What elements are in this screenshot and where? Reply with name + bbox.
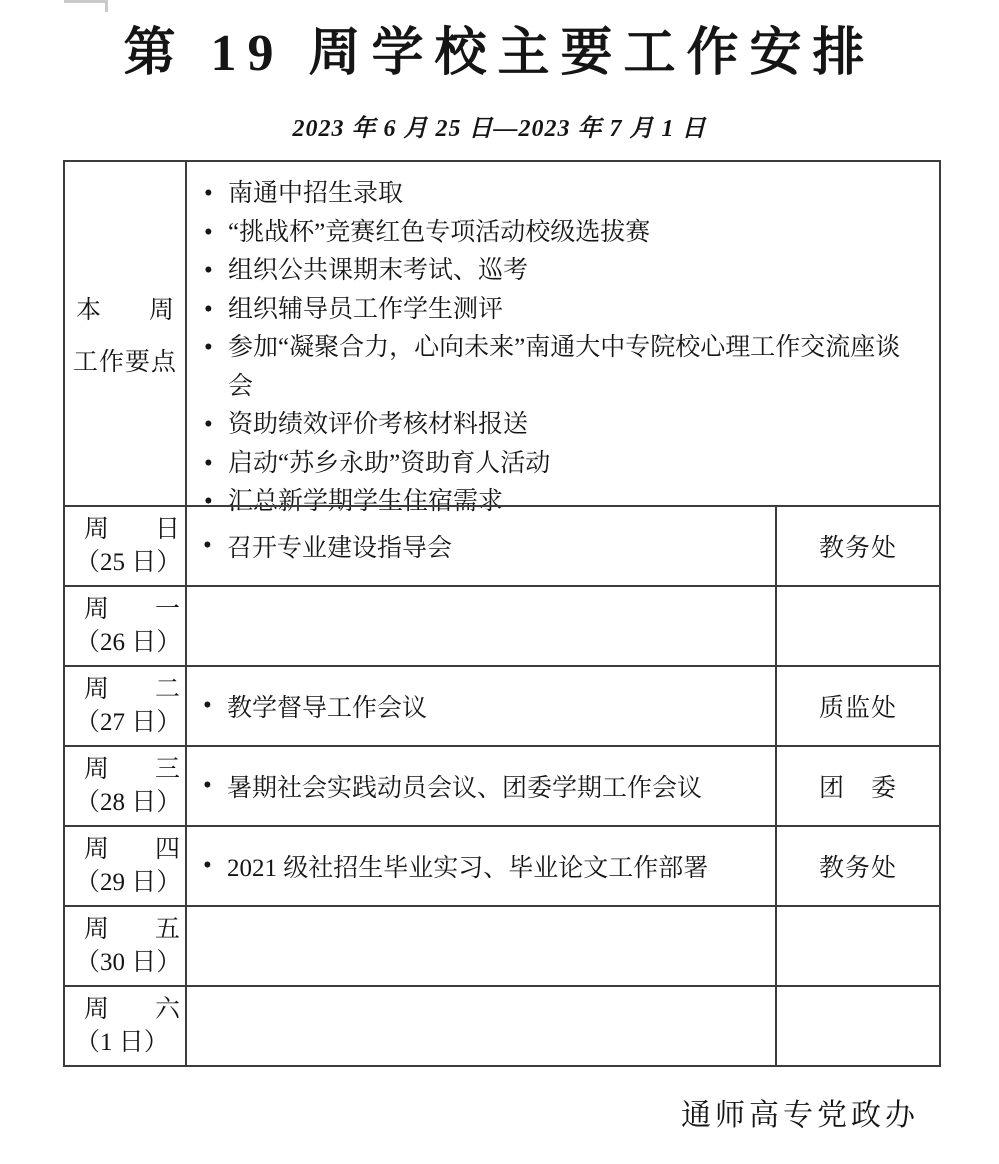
day-date: （26 日） [75, 629, 182, 656]
day-name-right: 四 [154, 836, 180, 863]
day-name [84, 993, 180, 1026]
day-department-cell [777, 747, 939, 825]
page-title: 第 19 周学校主要工作安排 [123, 25, 876, 82]
bullet-icon: • [203, 692, 212, 719]
table-row [65, 585, 939, 665]
day-task-cell [187, 667, 777, 745]
day-task-cell [187, 507, 777, 585]
department-text: 质监处 [818, 695, 897, 722]
day-department-cell [777, 587, 939, 665]
week-item-text: 汇总新学期学生住宿需求 [228, 488, 504, 515]
day-name-left: 周 [84, 756, 110, 783]
week-item-text: 组织辅导员工作学生测评 [228, 295, 504, 323]
week-item [204, 175, 903, 214]
table-row [65, 985, 939, 1065]
bullet-icon: • [204, 449, 213, 477]
bullet-icon: • [204, 411, 213, 438]
bullet-icon: • [204, 488, 213, 515]
day-name-left: 周 [84, 676, 110, 703]
bullet-icon: • [203, 772, 212, 799]
day-name-left: 周 [84, 516, 110, 543]
department-text: 团 委 [818, 775, 897, 802]
department-text: 教务处 [818, 855, 897, 882]
day-label [65, 587, 187, 665]
week-summary-row [65, 162, 939, 515]
day-date: （30 日） [75, 949, 182, 976]
table-row [65, 905, 939, 985]
day-name-right: 一 [154, 596, 180, 623]
day-name [84, 833, 180, 866]
day-name [84, 753, 180, 786]
week-item-text: 资助绩效评价考核材料报送 [228, 411, 529, 438]
schedule-table [63, 160, 941, 1067]
week-item-text: 启动“苏乡永助”资助育人活动 [228, 449, 551, 477]
bullet-icon: • [204, 295, 213, 323]
week-item [204, 291, 903, 330]
day-date: （27 日） [75, 709, 182, 736]
day-name-left: 周 [84, 916, 110, 943]
week-label-left: 本 [76, 296, 102, 324]
day-task-cell [187, 987, 777, 1065]
week-label-right: 周 [148, 296, 174, 324]
task-text: 教学督导工作会议 [227, 695, 428, 722]
week-item [204, 445, 903, 484]
day-label [65, 827, 187, 905]
week-item-text: 南通中招生录取 [228, 180, 404, 207]
week-item [204, 329, 903, 406]
day-name-right: 二 [154, 676, 180, 703]
day-label [65, 747, 187, 825]
week-item-text: 组织公共课期末考试、巡考 [228, 257, 529, 284]
week-item [204, 252, 903, 291]
day-task-cell [187, 907, 777, 985]
day-date: （25 日） [75, 549, 182, 576]
table-row [65, 505, 939, 585]
week-item-text: “挑战杯”竞赛红色专项活动校级选拔赛 [228, 218, 651, 246]
day-department-cell [777, 667, 939, 745]
day-date: （1 日） [75, 1029, 169, 1056]
task-text: 2021 级社招生毕业实习、毕业论文工作部署 [227, 855, 709, 882]
bullet-icon: • [203, 852, 212, 879]
task-text: 召开专业建设指导会 [227, 535, 453, 562]
week-item [204, 406, 903, 445]
day-label [65, 907, 187, 985]
day-name [84, 513, 180, 546]
day-date: （28 日） [75, 789, 182, 816]
day-name-left: 周 [84, 836, 110, 863]
day-name-right: 日 [154, 516, 180, 543]
day-task-cell [187, 747, 777, 825]
day-name [84, 913, 180, 946]
task-text: 暑期社会实践动员会议、团委学期工作会议 [227, 775, 703, 802]
footer-signature: 通师高专党政办 [681, 1099, 919, 1132]
day-name-right: 三 [154, 756, 180, 783]
day-task-cell [187, 827, 777, 905]
table-row [65, 665, 939, 745]
day-department-cell [777, 987, 939, 1065]
day-name-left: 周 [84, 996, 110, 1023]
week-label-line1 [73, 290, 177, 326]
week-items [187, 162, 939, 515]
day-name-right: 五 [154, 916, 180, 943]
day-name-right: 六 [154, 996, 180, 1023]
day-label [65, 667, 187, 745]
bullet-icon: • [204, 334, 213, 361]
week-item-text: 参加“凝聚合力，心向未来”南通大中专院校心理工作交流座谈会 [228, 334, 901, 400]
day-date: （29 日） [75, 869, 182, 896]
bullet-icon: • [204, 257, 213, 284]
day-name [84, 673, 180, 706]
day-department-cell [777, 507, 939, 585]
day-department-cell [777, 827, 939, 905]
day-label [65, 507, 187, 585]
table-row [65, 825, 939, 905]
department-text: 教务处 [818, 535, 897, 562]
day-task-cell [187, 587, 777, 665]
week-label-line2: 工作要点 [73, 348, 178, 376]
day-label [65, 987, 187, 1065]
week-summary-label [65, 162, 187, 505]
day-name [84, 593, 180, 626]
table-row [65, 745, 939, 825]
bullet-icon: • [204, 218, 213, 246]
week-item [204, 214, 903, 253]
date-range: 2023 年 6 月 25 日—2023 年 7 月 1 日 [292, 116, 707, 142]
day-department-cell [777, 907, 939, 985]
bullet-icon: • [203, 532, 212, 559]
bullet-icon: • [204, 180, 213, 207]
day-name-left: 周 [84, 596, 110, 623]
